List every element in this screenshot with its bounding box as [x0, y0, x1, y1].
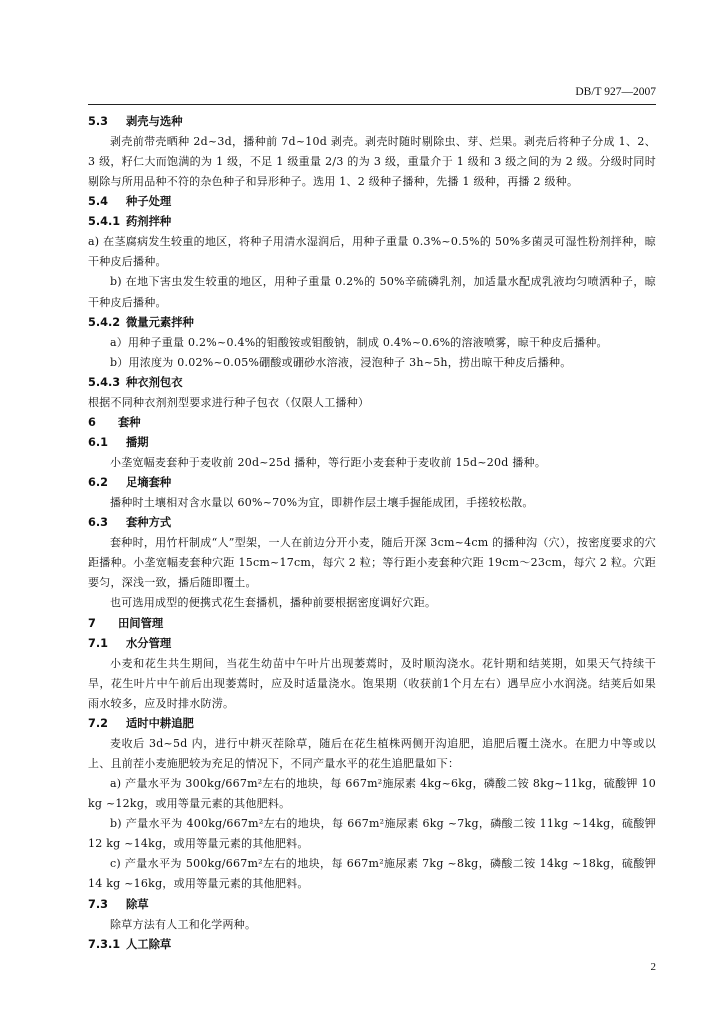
paragraph: 也可选用成型的便携式花生套播机，播种前要根据密度调好穴距。 — [110, 596, 437, 610]
section-heading-7-3-1: 7.3.1 人工除草 — [88, 937, 172, 951]
standard-code: DB/T 927—2007 — [575, 86, 656, 98]
paragraph: 小麦和花生共生期间，当花生幼苗中午叶片出现萎蔫时，及时顺沟浇水。花针期和结荚期，如果天气持续干旱，花生叶片中午前后出现萎蔫时，应及时适量浇水。饱果期（收获前1个月左右）遇旱应小水润浇。结荚后如果雨水较多，应及时排水防涝。 — [88, 656, 656, 710]
section-heading-5-4: 5.4 种子处理 — [88, 195, 172, 209]
paragraph: 播种时土壤相对含水量以 60%~70%为宜，即耕作层土壤手握能成团，手搓较松散。 — [110, 496, 534, 510]
paragraph: 麦收后 3d~5d 内，进行中耕灭茬除草，随后在花生植株两侧开沟追肥，追肥后覆土浇水。在肥力中等或以上、且前茬小麦施肥较为充足的情况下，不同产量水平的花生追肥量如下： — [88, 736, 656, 770]
list-item-c: c) 产量水平为 500kg/667m²左右的地块，每 667m²施尿素 7kg ~8kg，磷酸二铵 14kg ~18kg，硫酸钾 14 kg ~16kg，或用等量元素的其他肥料。 — [88, 857, 656, 891]
document-body — [88, 112, 656, 955]
list-item-a: a）用种子重量 0.2%~0.4%的钼酸铵或钼酸钠，制成 0.4%~0.6%的溶液喷雾，晾干种皮后播种。 — [110, 335, 608, 349]
section-heading-6: 6 套种 — [88, 415, 141, 429]
paragraph: 剥壳前带壳晒种 2d~3d，播种前 7d~10d 剥壳。剥壳时随时剔除虫、芽、烂果。剥壳后将种子分成 1、2、3 级，籽仁大而饱满的为 1 级，不足 1 级重量 2/3 的为 3 级，重量介于 1 级和 3 级之间的为 2 级。分级时同时剔除与所用品种不符的杂色种子和异形种子。选用 1、2 级种子播种，先播 1 级种，再播 2 级种。 — [88, 135, 656, 189]
list-item-b: b) 在地下害虫发生较重的地区，用种子重量 0.2%的 50%辛硫磷乳剂，加适量水配成乳液均匀喷洒种子，晾干种皮后播种。 — [88, 275, 656, 309]
section-heading-7: 7 田间管理 — [88, 616, 164, 630]
list-item-b: b）用浓度为 0.02%~0.05%硼酸或硼砂水溶液，浸泡种子 3h~5h，捞出晾干种皮后播种。 — [110, 355, 572, 369]
page-number: 2 — [650, 961, 656, 973]
list-item-a: a) 在茎腐病发生较重的地区，将种子用清水湿润后，用种子重量 0.3%~0.5%的 50%多菌灵可湿性粉剂拌种，晾干种皮后播种。 — [88, 235, 656, 269]
section-heading-6-3: 6.3 套种方式 — [88, 516, 172, 530]
paragraph: 除草方法有人工和化学两种。 — [110, 917, 257, 931]
section-heading-6-1: 6.1 播期 — [88, 435, 149, 449]
header-rule — [88, 104, 656, 105]
list-item-b: b) 产量水平为 400kg/667m²左右的地块，每 667m²施尿素 6kg ~7kg，磷酸二铵 11kg ~14kg，硫酸钾 12 kg ~14kg，或用等量元素的其他肥料。 — [88, 817, 656, 851]
section-heading-7-1: 7.1 水分管理 — [88, 636, 172, 650]
paragraph: 根据不同种衣剂剂型要求进行种子包衣（仅限人工播种） — [88, 395, 370, 409]
section-heading-5-4-2: 5.4.2 微量元素拌种 — [88, 315, 194, 329]
section-heading-5-4-1: 5.4.1 药剂拌种 — [88, 215, 172, 229]
section-heading-7-3: 7.3 除草 — [88, 897, 149, 911]
list-item-a: a) 产量水平为 300kg/667m²左右的地块，每 667m²施尿素 4kg~6kg，磷酸二铵 8kg~11kg，硫酸钾 10 kg ~12kg，或用等量元素的其他肥料。 — [88, 776, 656, 811]
section-heading-7-2: 7.2 适时中耕追肥 — [88, 716, 194, 730]
paragraph: 套种时，用竹杆制成“人”型架，一人在前边分开小麦，随后开深 3cm~4cm 的播种沟（穴），按密度要求的穴距播种。小垄宽幅麦套种穴距 15cm~17cm，每穴 2 粒；等行距小麦套种穴距 19cm～23cm，每穴 2 粒。穴距要匀，深浅一致，播后随即覆土。 — [88, 536, 656, 590]
section-heading-5-4-3: 5.4.3 种衣剂包衣 — [88, 375, 183, 389]
paragraph: 小垄宽幅麦套种于麦收前 20d~25d 播种，等行距小麦套种于麦收前 15d~20d 播种。 — [110, 455, 547, 469]
section-heading-5-3: 5.3 剥壳与选种 — [88, 115, 183, 128]
section-heading-6-2: 6.2 足墒套种 — [88, 476, 172, 490]
